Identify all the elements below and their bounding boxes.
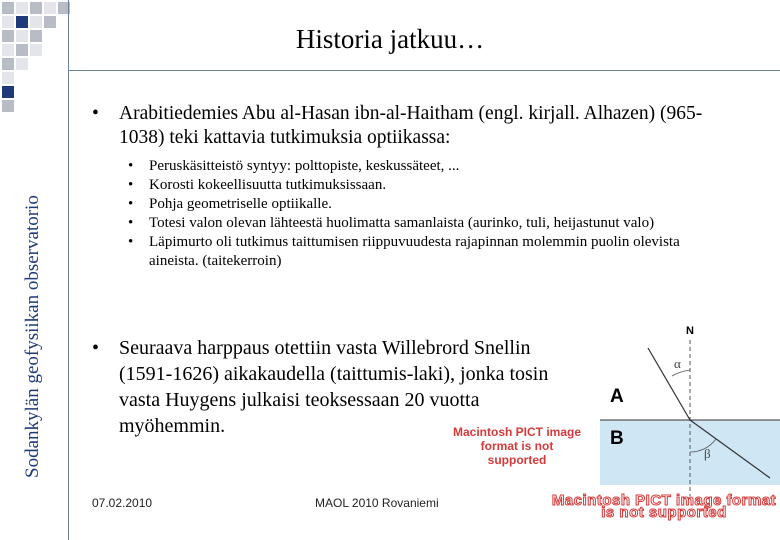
vertical-divider	[68, 0, 69, 540]
list-item	[128, 176, 688, 195]
sub-bullet-text: Korosti kokeellisuutta tutkimuksissaan.	[149, 177, 387, 193]
pict-placeholder-1: Macintosh PICT image format is not supported	[452, 425, 582, 467]
medium-b-label: B	[610, 428, 624, 449]
sub-bullet-text: Läpimurto oli tutkimus taittumisen riippuvuudesta rajapinnan molemmin puolin olevista aineista. (taitekerroin)	[149, 234, 680, 269]
sidebar-org-name: Sodankylän geofysiikan observatorio	[22, 195, 43, 478]
slide-title: Historia jatkuu…	[295, 24, 485, 54]
main-bullet-1-text: Arabitiedemies Abu al-Hasan ibn-al-Haitham (engl. kirjall. Alhazen) (965-1038) teki kattavia tutkimuksia optiikassa:	[119, 103, 703, 148]
sub-bullet-list	[128, 157, 688, 271]
bullet-glyph: •	[128, 196, 134, 212]
bullet-glyph: •	[92, 337, 100, 359]
refraction-diagram	[600, 318, 780, 498]
alpha-label: α	[674, 356, 681, 371]
bullet-glyph: •	[128, 234, 134, 250]
list-item	[128, 214, 688, 233]
beta-label: β	[704, 446, 711, 461]
sub-bullet-text: Pohja geometriselle optiikalle.	[149, 196, 332, 212]
main-bullet-2-text: Seuraava harppaus otettiin vasta Willebrord Snellin (1591-1626) aikakaudella (taittumis-laki), jonka tosin vasta Huygens julkaisi teoksessaan 20 vuotta myöhemmin.	[119, 337, 549, 437]
bullet-glyph: •	[92, 103, 99, 124]
incident-ray	[648, 348, 690, 420]
sub-bullet-text: Peruskäsitteistö syntyy: polttopiste, keskussäteet, ...	[149, 158, 460, 174]
normal-label: N	[686, 325, 694, 337]
bullet-glyph: •	[128, 215, 134, 231]
bullet-glyph: •	[128, 177, 134, 193]
footer-event: MAOL 2010 Rovaniemi	[315, 496, 439, 510]
footer-date: 07.02.2010	[92, 496, 153, 510]
list-item	[128, 195, 688, 214]
list-item	[128, 233, 688, 271]
main-bullet-2	[92, 335, 562, 439]
title-underline	[68, 70, 780, 71]
bullet-glyph: •	[128, 158, 134, 174]
medium-a-label: A	[610, 386, 624, 407]
sub-bullet-text: Totesi valon olevan lähteestä huolimatta samanlaista (aurinko, tuli, heijastunut valo)	[149, 215, 655, 231]
pict-placeholder-2: Macintosh PICT image format is not supported	[551, 492, 777, 521]
list-item	[128, 157, 688, 176]
main-bullet-1	[92, 102, 732, 150]
